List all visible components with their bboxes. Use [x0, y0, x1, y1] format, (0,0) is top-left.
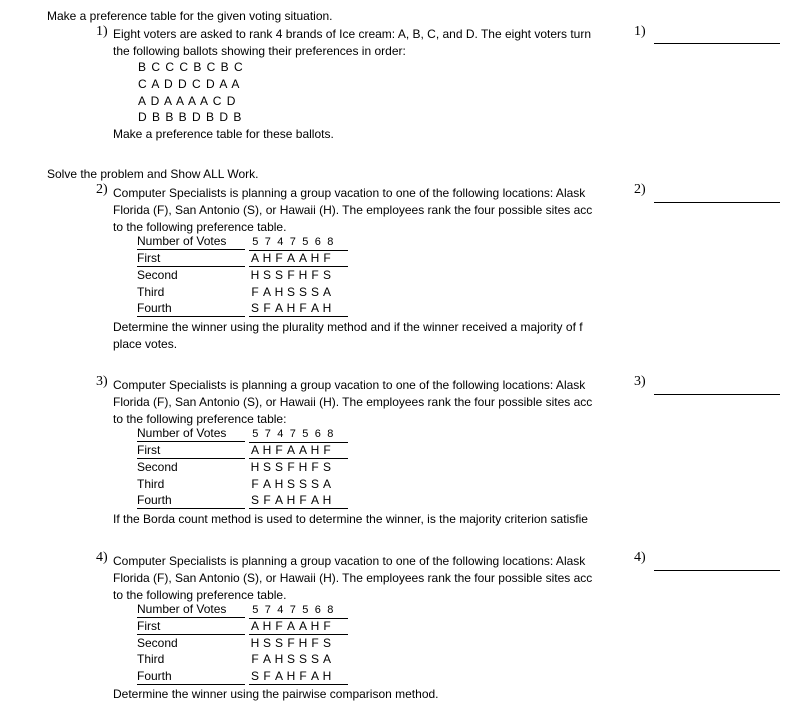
answer-1-number: 1) [634, 24, 646, 39]
question-1-number: 1) [96, 24, 108, 39]
question-2-line-3: to the following preference table. [113, 220, 287, 234]
question-2-line-2: Florida (F), San Antonio (S), or Hawaii (H). The employees rank the four possible sites acc [113, 203, 593, 217]
question-2-closing-1: Determine the winner using the plurality method and if the winner received a majority of f [113, 320, 583, 334]
question-4-closing-1: Determine the winner using the pairwise comparison method. [113, 687, 439, 701]
votes-label: Number of Votes [137, 234, 245, 250]
solve-instruction: Solve the problem and Show ALL Work. [47, 167, 259, 181]
ballot-row-1: B C C C B C B C [138, 60, 244, 74]
answer-1-line[interactable] [654, 43, 780, 44]
answer-3-line[interactable] [654, 394, 780, 395]
question-4-line-1: Computer Specialists is planning a group vacation to one of the following locations: Alask [113, 554, 586, 568]
question-3-number: 3) [96, 374, 108, 389]
question-3-line-1: Computer Specialists is planning a group vacation to one of the following locations: Alask [113, 378, 586, 392]
question-2-closing-2: place votes. [113, 337, 178, 351]
question-1-line-2: the following ballots showing their preferences in order: [113, 44, 406, 58]
answer-2-number: 2) [634, 182, 646, 197]
question-3-closing-1: If the Borda count method is used to determine the winner, is the majority criterion satisfie [113, 512, 588, 526]
question-1-line-1: Eight voters are asked to rank 4 brands of Ice cream: A, B, C, and D. The eight voters turn [113, 27, 592, 41]
answer-3-number: 3) [634, 374, 646, 389]
question-4-number: 4) [96, 550, 108, 565]
question-4-line-3: to the following preference table. [113, 588, 287, 602]
question-2-line-1: Computer Specialists is planning a group vacation to one of the following locations: Alask [113, 186, 586, 200]
question-4-line-2: Florida (F), San Antonio (S), or Hawaii (H). The employees rank the four possible sites acc [113, 571, 593, 585]
ballot-row-2: C A D D C D A A [138, 77, 241, 91]
ballot-row-4: D B B B D B D B [138, 110, 243, 124]
votes-values: 5 7 4 7 5 6 8 [249, 234, 348, 251]
preference-instruction: Make a preference table for the given voting situation. [47, 9, 333, 23]
answer-4-number: 4) [634, 550, 646, 565]
question-2-number: 2) [96, 182, 108, 197]
answer-4-line[interactable] [654, 570, 780, 571]
question-3-line-2: Florida (F), San Antonio (S), or Hawaii (H). The employees rank the four possible sites acc [113, 395, 593, 409]
ballot-row-3: A D A A A A C D [138, 94, 237, 108]
question-3-line-3: to the following preference table: [113, 412, 287, 426]
question-1-closing: Make a preference table for these ballots. [113, 127, 334, 141]
answer-2-line[interactable] [654, 202, 780, 203]
